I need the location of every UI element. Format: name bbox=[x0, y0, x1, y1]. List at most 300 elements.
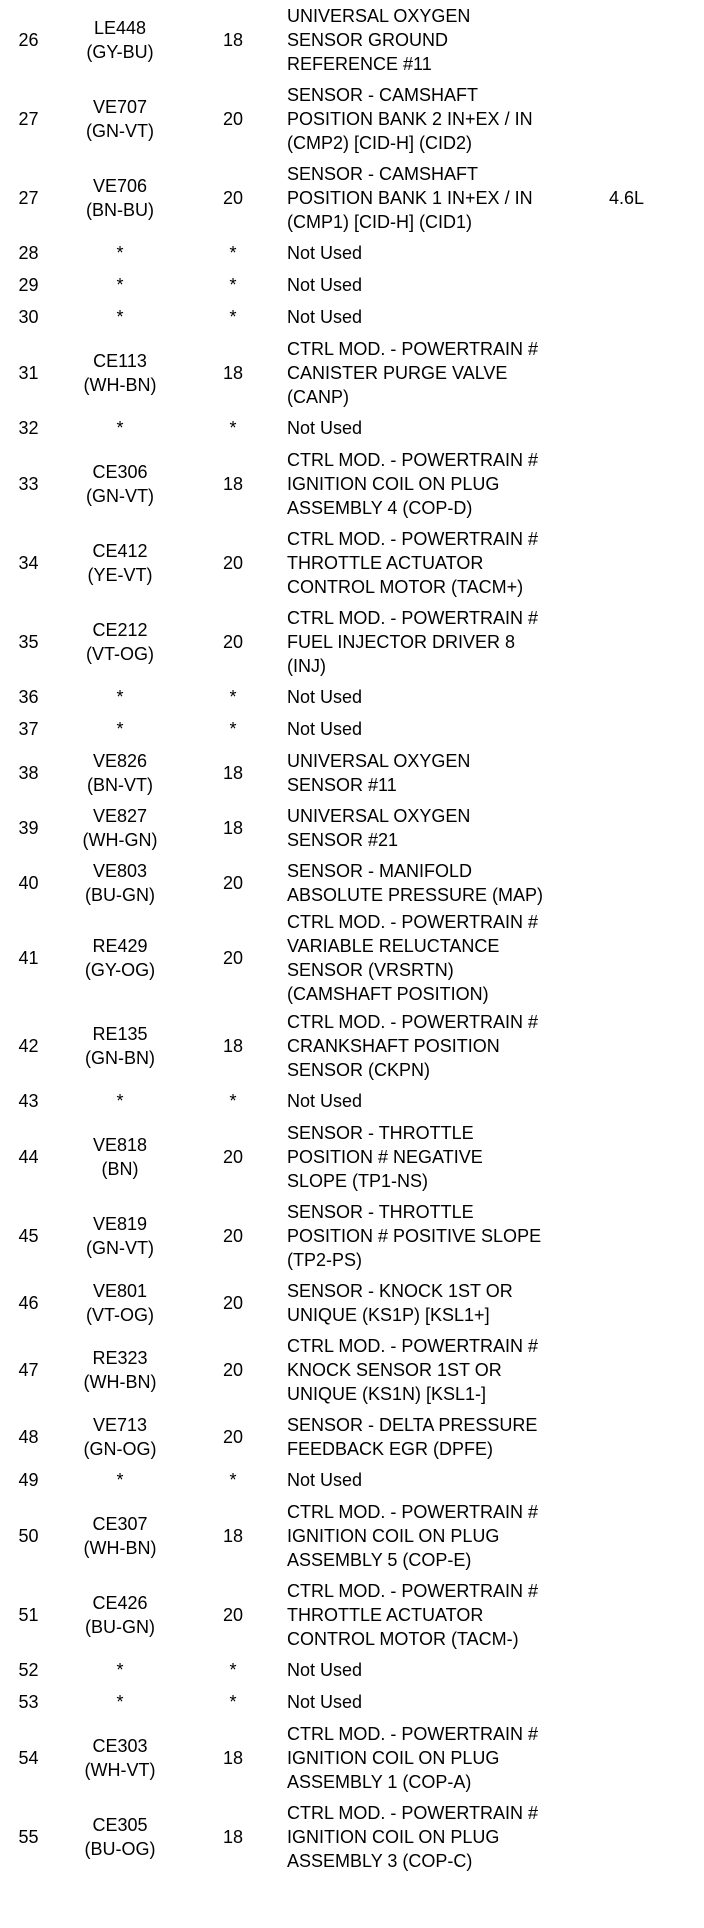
circuit-code: VE713 bbox=[92, 1414, 148, 1435]
circuit-function-line: THROTTLE ACTUATOR bbox=[287, 552, 484, 573]
engine-note bbox=[609, 1718, 704, 1797]
table-row bbox=[0, 855, 704, 910]
engine-note bbox=[609, 1085, 704, 1117]
circuit-function-line: SENSOR #21 bbox=[287, 829, 399, 850]
pin-number: 35 bbox=[18, 631, 39, 652]
pin-number: 49 bbox=[18, 1470, 39, 1490]
pin-number: 26 bbox=[18, 29, 39, 50]
circuit-code: * bbox=[116, 1660, 124, 1680]
engine-note bbox=[609, 412, 704, 444]
circuit-function-line: REFERENCE #11 bbox=[287, 53, 432, 74]
wire-color: (WH-GN) bbox=[82, 829, 158, 850]
engine-note: 4.6L bbox=[609, 187, 645, 208]
pin-number: 52 bbox=[18, 1660, 39, 1680]
engine-note bbox=[609, 1464, 704, 1496]
circuit-function bbox=[283, 412, 609, 444]
circuit-function-line: (CANP) bbox=[287, 386, 349, 407]
circuit-function-line: CTRL MOD. - POWERTRAIN # bbox=[287, 1011, 539, 1032]
wire-gauge: * bbox=[229, 418, 237, 438]
wire-color: (WH-BN) bbox=[83, 1537, 157, 1558]
circuit-function-line: CONTROL MOTOR (TACM-) bbox=[287, 1628, 519, 1649]
wire-color: (WH-BN) bbox=[83, 374, 157, 395]
circuit-code: * bbox=[116, 1091, 124, 1111]
pin-number: 47 bbox=[18, 1359, 39, 1380]
engine-note bbox=[609, 745, 704, 800]
circuit-cell bbox=[57, 1196, 183, 1275]
circuit-code: VE707 bbox=[92, 96, 148, 117]
circuit-function-line: UNIVERSAL OXYGEN bbox=[287, 805, 471, 826]
circuit-cell bbox=[57, 333, 183, 412]
circuit-cell bbox=[57, 237, 183, 269]
circuit-function bbox=[283, 1654, 609, 1686]
wire-gauge: 20 bbox=[222, 948, 244, 968]
circuit-function-line: CANISTER PURGE VALVE bbox=[287, 362, 508, 383]
circuit-cell bbox=[57, 1718, 183, 1797]
pin-number: 31 bbox=[18, 362, 39, 383]
table-row bbox=[0, 1686, 704, 1718]
circuit-function-line: CTRL MOD. - POWERTRAIN # bbox=[287, 338, 539, 359]
circuit-code: VE706 bbox=[92, 175, 148, 196]
circuit-cell bbox=[57, 713, 183, 745]
circuit-code: VE818 bbox=[92, 1134, 148, 1155]
circuit-code: * bbox=[116, 719, 124, 739]
wire-color: (BU-GN) bbox=[85, 1616, 155, 1637]
circuit-code: VE801 bbox=[92, 1280, 148, 1301]
engine-note bbox=[609, 800, 704, 855]
wire-gauge: 18 bbox=[222, 817, 244, 838]
circuit-function-line: THROTTLE ACTUATOR bbox=[287, 1604, 484, 1625]
circuit-code: * bbox=[116, 275, 124, 295]
circuit-cell bbox=[57, 0, 183, 79]
circuit-function bbox=[283, 910, 609, 1006]
circuit-function bbox=[283, 713, 609, 745]
wire-color: (BN-VT) bbox=[87, 774, 153, 795]
circuit-function-line: SENSOR - CAMSHAFT bbox=[287, 84, 479, 105]
pin-number: 27 bbox=[18, 108, 39, 129]
table-row bbox=[0, 910, 704, 1006]
circuit-function-line: IGNITION COIL ON PLUG bbox=[287, 1747, 500, 1768]
wire-gauge: 20 bbox=[222, 631, 244, 652]
circuit-function-line: ASSEMBLY 5 (COP-E) bbox=[287, 1549, 472, 1570]
table-row bbox=[0, 1797, 704, 1876]
pin-number: 48 bbox=[18, 1426, 39, 1447]
circuit-function bbox=[283, 1085, 609, 1117]
circuit-function-line: Not Used bbox=[287, 687, 363, 707]
table-row bbox=[0, 0, 704, 79]
engine-note bbox=[609, 1654, 704, 1686]
circuit-function-line: (CMP2) [CID-H] (CID2) bbox=[287, 132, 472, 153]
circuit-function-line: (TP2-PS) bbox=[287, 1249, 363, 1270]
circuit-function-line: ASSEMBLY 4 (COP-D) bbox=[287, 497, 473, 518]
circuit-function-line: Not Used bbox=[287, 418, 363, 438]
wire-color: (BU-GN) bbox=[85, 884, 155, 905]
circuit-cell bbox=[57, 523, 183, 602]
circuit-cell bbox=[57, 1654, 183, 1686]
circuit-cell bbox=[57, 1085, 183, 1117]
circuit-function bbox=[283, 800, 609, 855]
circuit-function-line: SENSOR - THROTTLE bbox=[287, 1122, 474, 1143]
wire-gauge: 20 bbox=[222, 552, 244, 573]
wire-color: (GN-VT) bbox=[86, 120, 154, 141]
pin-number: 36 bbox=[18, 687, 39, 707]
table-row bbox=[0, 800, 704, 855]
circuit-function bbox=[283, 1718, 609, 1797]
pin-number: 43 bbox=[18, 1091, 39, 1111]
circuit-cell bbox=[57, 158, 183, 237]
circuit-code: CE306 bbox=[92, 461, 148, 482]
circuit-function bbox=[283, 1797, 609, 1876]
circuit-function bbox=[283, 602, 609, 681]
circuit-function bbox=[283, 333, 609, 412]
circuit-function-line: Not Used bbox=[287, 243, 363, 263]
circuit-function bbox=[283, 1464, 609, 1496]
engine-note bbox=[609, 1330, 704, 1409]
table-row bbox=[0, 1117, 704, 1196]
circuit-function bbox=[283, 301, 609, 333]
wire-gauge: 18 bbox=[222, 762, 244, 783]
table-row bbox=[0, 1006, 704, 1085]
pin-number: 41 bbox=[18, 948, 39, 968]
circuit-cell bbox=[57, 269, 183, 301]
circuit-function-line: UNIVERSAL OXYGEN bbox=[287, 750, 471, 771]
wire-gauge: 20 bbox=[222, 1359, 244, 1380]
circuit-cell bbox=[57, 1575, 183, 1654]
wire-color: (BN-BU) bbox=[86, 199, 154, 220]
circuit-function-line: POSITION BANK 1 IN+EX / IN bbox=[287, 187, 533, 208]
pin-number: 51 bbox=[18, 1604, 39, 1625]
circuit-function-line: Not Used bbox=[287, 1692, 363, 1712]
circuit-code: LE448 bbox=[93, 17, 147, 38]
circuit-cell bbox=[57, 1797, 183, 1876]
circuit-function bbox=[283, 1006, 609, 1085]
wire-gauge: 18 bbox=[222, 1525, 244, 1546]
circuit-function-line: ASSEMBLY 1 (COP-A) bbox=[287, 1771, 472, 1792]
circuit-function-line: UNIQUE (KS1P) [KSL1+] bbox=[287, 1304, 490, 1325]
engine-note bbox=[609, 681, 704, 713]
pin-number: 27 bbox=[18, 187, 39, 208]
table-row bbox=[0, 79, 704, 158]
engine-note bbox=[609, 855, 704, 910]
engine-note bbox=[609, 1686, 704, 1718]
circuit-function-line: POSITION # POSITIVE SLOPE bbox=[287, 1225, 542, 1246]
circuit-cell bbox=[57, 1464, 183, 1496]
circuit-function-line: (INJ) bbox=[287, 655, 326, 676]
circuit-function-line: SENSOR (CKPN) bbox=[287, 1059, 431, 1080]
wire-color: (GN-BN) bbox=[85, 1047, 155, 1068]
pin-number: 32 bbox=[18, 418, 39, 438]
wire-gauge: 20 bbox=[222, 187, 244, 208]
circuit-code: CE113 bbox=[93, 350, 147, 371]
circuit-function-line: POSITION BANK 2 IN+EX / IN bbox=[287, 108, 533, 129]
engine-note bbox=[609, 1575, 704, 1654]
wire-gauge: 20 bbox=[222, 872, 244, 893]
circuit-cell bbox=[57, 1496, 183, 1575]
engine-note bbox=[609, 301, 704, 333]
circuit-function-line: CTRL MOD. - POWERTRAIN # bbox=[287, 912, 539, 932]
circuit-function-line: UNIVERSAL OXYGEN bbox=[287, 5, 471, 26]
circuit-cell bbox=[57, 1330, 183, 1409]
pin-number: 30 bbox=[18, 307, 39, 327]
pin-number: 53 bbox=[18, 1692, 39, 1712]
wire-gauge: 18 bbox=[222, 362, 244, 383]
circuit-code: * bbox=[116, 243, 124, 263]
wire-gauge: * bbox=[229, 1470, 237, 1490]
circuit-function-line: SENSOR GROUND bbox=[287, 29, 449, 50]
circuit-code: VE803 bbox=[92, 860, 148, 881]
table-row bbox=[0, 1496, 704, 1575]
engine-note bbox=[609, 1117, 704, 1196]
circuit-cell bbox=[57, 681, 183, 713]
circuit-code: * bbox=[116, 1692, 124, 1712]
table-row bbox=[0, 444, 704, 523]
engine-note bbox=[609, 713, 704, 745]
wire-gauge: 18 bbox=[222, 29, 244, 50]
wire-gauge: * bbox=[229, 1692, 237, 1712]
circuit-function-line: FUEL INJECTOR DRIVER 8 bbox=[287, 631, 516, 652]
circuit-cell bbox=[57, 301, 183, 333]
table-row bbox=[0, 681, 704, 713]
table-row bbox=[0, 1085, 704, 1117]
wire-color: (YE-VT) bbox=[87, 564, 153, 585]
wire-gauge: 20 bbox=[222, 1426, 244, 1447]
pin-number: 28 bbox=[18, 243, 39, 263]
wire-gauge: * bbox=[229, 1091, 237, 1111]
circuit-function-line: SENSOR - THROTTLE bbox=[287, 1201, 474, 1222]
pin-number: 44 bbox=[18, 1146, 39, 1167]
table-row bbox=[0, 1330, 704, 1409]
circuit-cell bbox=[57, 745, 183, 800]
circuit-function-line: Not Used bbox=[287, 1470, 363, 1490]
circuit-function bbox=[283, 745, 609, 800]
wire-color: (GY-OG) bbox=[84, 960, 156, 980]
wire-color: (GN-VT) bbox=[86, 1237, 154, 1258]
circuit-function-line: Not Used bbox=[287, 307, 363, 327]
circuit-function bbox=[283, 1275, 609, 1330]
circuit-cell bbox=[57, 602, 183, 681]
engine-note bbox=[609, 333, 704, 412]
engine-note bbox=[609, 0, 704, 79]
wire-color: (GN-OG) bbox=[83, 1438, 157, 1459]
table-row bbox=[0, 158, 704, 237]
circuit-function-line: Not Used bbox=[287, 719, 363, 739]
circuit-code: CE426 bbox=[92, 1592, 148, 1613]
pin-number: 45 bbox=[18, 1225, 39, 1246]
wire-gauge: 18 bbox=[222, 1747, 244, 1768]
wire-color: (WH-BN) bbox=[83, 1371, 157, 1392]
pin-number: 42 bbox=[18, 1035, 39, 1056]
circuit-cell bbox=[57, 855, 183, 910]
circuit-code: VE827 bbox=[92, 805, 148, 826]
table-row bbox=[0, 1275, 704, 1330]
circuit-function-line: CTRL MOD. - POWERTRAIN # bbox=[287, 607, 539, 628]
circuit-function-line: CTRL MOD. - POWERTRAIN # bbox=[287, 1580, 539, 1601]
table-row bbox=[0, 523, 704, 602]
circuit-function bbox=[283, 1686, 609, 1718]
circuit-code: CE212 bbox=[92, 619, 148, 640]
circuit-function-line: Not Used bbox=[287, 1091, 363, 1111]
wire-gauge: 18 bbox=[222, 1035, 244, 1056]
circuit-function-line: SENSOR - KNOCK 1ST OR bbox=[287, 1280, 513, 1301]
pin-number: 37 bbox=[18, 719, 39, 739]
table-row bbox=[0, 269, 704, 301]
circuit-function bbox=[283, 1575, 609, 1654]
circuit-code: RE135 bbox=[92, 1023, 148, 1044]
circuit-function-line: ABSOLUTE PRESSURE (MAP) bbox=[287, 884, 544, 905]
table-row bbox=[0, 602, 704, 681]
circuit-cell bbox=[57, 910, 183, 1006]
pin-number: 38 bbox=[18, 762, 39, 783]
circuit-code: VE819 bbox=[92, 1213, 148, 1234]
wire-gauge: 20 bbox=[222, 1604, 244, 1625]
wire-gauge: 18 bbox=[222, 473, 244, 494]
circuit-cell bbox=[57, 800, 183, 855]
pin-number: 29 bbox=[18, 275, 39, 295]
engine-note bbox=[609, 1196, 704, 1275]
pin-number: 40 bbox=[18, 872, 39, 893]
circuit-cell bbox=[57, 79, 183, 158]
pin-number: 46 bbox=[18, 1292, 39, 1313]
circuit-function-line: SENSOR #11 bbox=[287, 774, 397, 795]
circuit-function-line: (CAMSHAFT POSITION) bbox=[287, 984, 489, 1004]
circuit-code: RE323 bbox=[92, 1347, 148, 1368]
circuit-code: CE303 bbox=[92, 1735, 148, 1756]
circuit-code: VE826 bbox=[92, 750, 148, 771]
circuit-function bbox=[283, 1196, 609, 1275]
circuit-function-line: CRANKSHAFT POSITION bbox=[287, 1035, 500, 1056]
engine-note bbox=[609, 1275, 704, 1330]
circuit-code: CE412 bbox=[92, 540, 148, 561]
circuit-cell bbox=[57, 1006, 183, 1085]
circuit-function bbox=[283, 79, 609, 158]
circuit-function-line: CTRL MOD. - POWERTRAIN # bbox=[287, 528, 539, 549]
circuit-function bbox=[283, 158, 609, 237]
table-row bbox=[0, 1464, 704, 1496]
circuit-function-line: CTRL MOD. - POWERTRAIN # bbox=[287, 1335, 539, 1356]
engine-note bbox=[609, 523, 704, 602]
circuit-function bbox=[283, 1409, 609, 1464]
table-row bbox=[0, 1718, 704, 1797]
table-row bbox=[0, 713, 704, 745]
wire-color: (GY-BU) bbox=[86, 41, 154, 62]
pin-number: 33 bbox=[18, 473, 39, 494]
engine-note bbox=[609, 910, 704, 1006]
circuit-function-line: CONTROL MOTOR (TACM+) bbox=[287, 576, 524, 597]
circuit-function bbox=[283, 1117, 609, 1196]
circuit-cell bbox=[57, 412, 183, 444]
wire-color: (BU-OG) bbox=[84, 1838, 156, 1859]
wire-gauge: * bbox=[229, 687, 237, 707]
circuit-code: * bbox=[116, 1470, 124, 1490]
circuit-function-line: SENSOR - CAMSHAFT bbox=[287, 163, 479, 184]
circuit-cell bbox=[57, 444, 183, 523]
circuit-function-line: Not Used bbox=[287, 1660, 363, 1680]
engine-note bbox=[609, 444, 704, 523]
circuit-function bbox=[283, 1330, 609, 1409]
table-row bbox=[0, 1575, 704, 1654]
circuit-function-line: IGNITION COIL ON PLUG bbox=[287, 1525, 500, 1546]
wire-color: (VT-OG) bbox=[86, 643, 154, 664]
table-row bbox=[0, 1409, 704, 1464]
engine-note bbox=[609, 602, 704, 681]
circuit-function-line: SENSOR (VRSRTN) bbox=[287, 960, 454, 980]
pin-number: 34 bbox=[18, 552, 39, 573]
pin-number: 54 bbox=[18, 1747, 39, 1768]
engine-note bbox=[609, 79, 704, 158]
engine-note bbox=[609, 1006, 704, 1085]
circuit-code: * bbox=[116, 418, 124, 438]
circuit-function-line: KNOCK SENSOR 1ST OR bbox=[287, 1359, 502, 1380]
wire-gauge: * bbox=[229, 307, 237, 327]
wire-gauge: * bbox=[229, 243, 237, 263]
table-row bbox=[0, 1196, 704, 1275]
circuit-function bbox=[283, 855, 609, 910]
circuit-function-line: POSITION # NEGATIVE bbox=[287, 1146, 483, 1167]
circuit-function-line: UNIQUE (KS1N) [KSL1-] bbox=[287, 1383, 487, 1404]
circuit-code: * bbox=[116, 687, 124, 707]
engine-note bbox=[609, 269, 704, 301]
circuit-function-line: CTRL MOD. - POWERTRAIN # bbox=[287, 1802, 539, 1823]
wire-gauge: 18 bbox=[222, 1826, 244, 1847]
circuit-function-line: SLOPE (TP1-NS) bbox=[287, 1170, 429, 1191]
circuit-function bbox=[283, 269, 609, 301]
wire-color: (GN-VT) bbox=[86, 485, 154, 506]
circuit-code: CE307 bbox=[92, 1513, 148, 1534]
circuit-function-line: VARIABLE RELUCTANCE bbox=[287, 936, 500, 956]
circuit-function-line: ASSEMBLY 3 (COP-C) bbox=[287, 1850, 473, 1871]
table-row bbox=[0, 412, 704, 444]
circuit-cell bbox=[57, 1275, 183, 1330]
circuit-function-line: SENSOR - DELTA PRESSURE bbox=[287, 1414, 538, 1435]
pin-number: 50 bbox=[18, 1525, 39, 1546]
circuit-code: RE429 bbox=[92, 936, 148, 956]
circuit-function bbox=[283, 0, 609, 79]
wire-color: (WH-VT) bbox=[84, 1759, 156, 1780]
circuit-cell bbox=[57, 1686, 183, 1718]
circuit-function bbox=[283, 444, 609, 523]
circuit-code: * bbox=[116, 307, 124, 327]
circuit-function bbox=[283, 523, 609, 602]
wire-gauge: 20 bbox=[222, 108, 244, 129]
circuit-function-line: SENSOR - MANIFOLD bbox=[287, 860, 473, 881]
table-row bbox=[0, 745, 704, 800]
table-row bbox=[0, 1654, 704, 1686]
circuit-function-line: IGNITION COIL ON PLUG bbox=[287, 473, 500, 494]
circuit-cell bbox=[57, 1409, 183, 1464]
circuit-function bbox=[283, 237, 609, 269]
engine-note bbox=[609, 1496, 704, 1575]
wire-color: (VT-OG) bbox=[86, 1304, 154, 1325]
wire-color: (BN) bbox=[101, 1158, 139, 1179]
circuit-function-line: FEEDBACK EGR (DPFE) bbox=[287, 1438, 494, 1459]
circuit-code: CE305 bbox=[92, 1814, 148, 1835]
engine-note bbox=[609, 1797, 704, 1876]
engine-note bbox=[609, 237, 704, 269]
circuit-function-line: CTRL MOD. - POWERTRAIN # bbox=[287, 449, 539, 470]
wire-gauge: 20 bbox=[222, 1225, 244, 1246]
wire-gauge: 20 bbox=[222, 1146, 244, 1167]
wire-gauge: * bbox=[229, 1660, 237, 1680]
circuit-function-line: (CMP1) [CID-H] (CID1) bbox=[287, 211, 472, 232]
table-row bbox=[0, 237, 704, 269]
wire-gauge: * bbox=[229, 275, 237, 295]
circuit-function-line: CTRL MOD. - POWERTRAIN # bbox=[287, 1723, 539, 1744]
table-row bbox=[0, 301, 704, 333]
wire-gauge: * bbox=[229, 719, 237, 739]
table-row bbox=[0, 333, 704, 412]
pin-number: 39 bbox=[18, 817, 39, 838]
circuit-function bbox=[283, 1496, 609, 1575]
circuit-function-line: IGNITION COIL ON PLUG bbox=[287, 1826, 500, 1847]
